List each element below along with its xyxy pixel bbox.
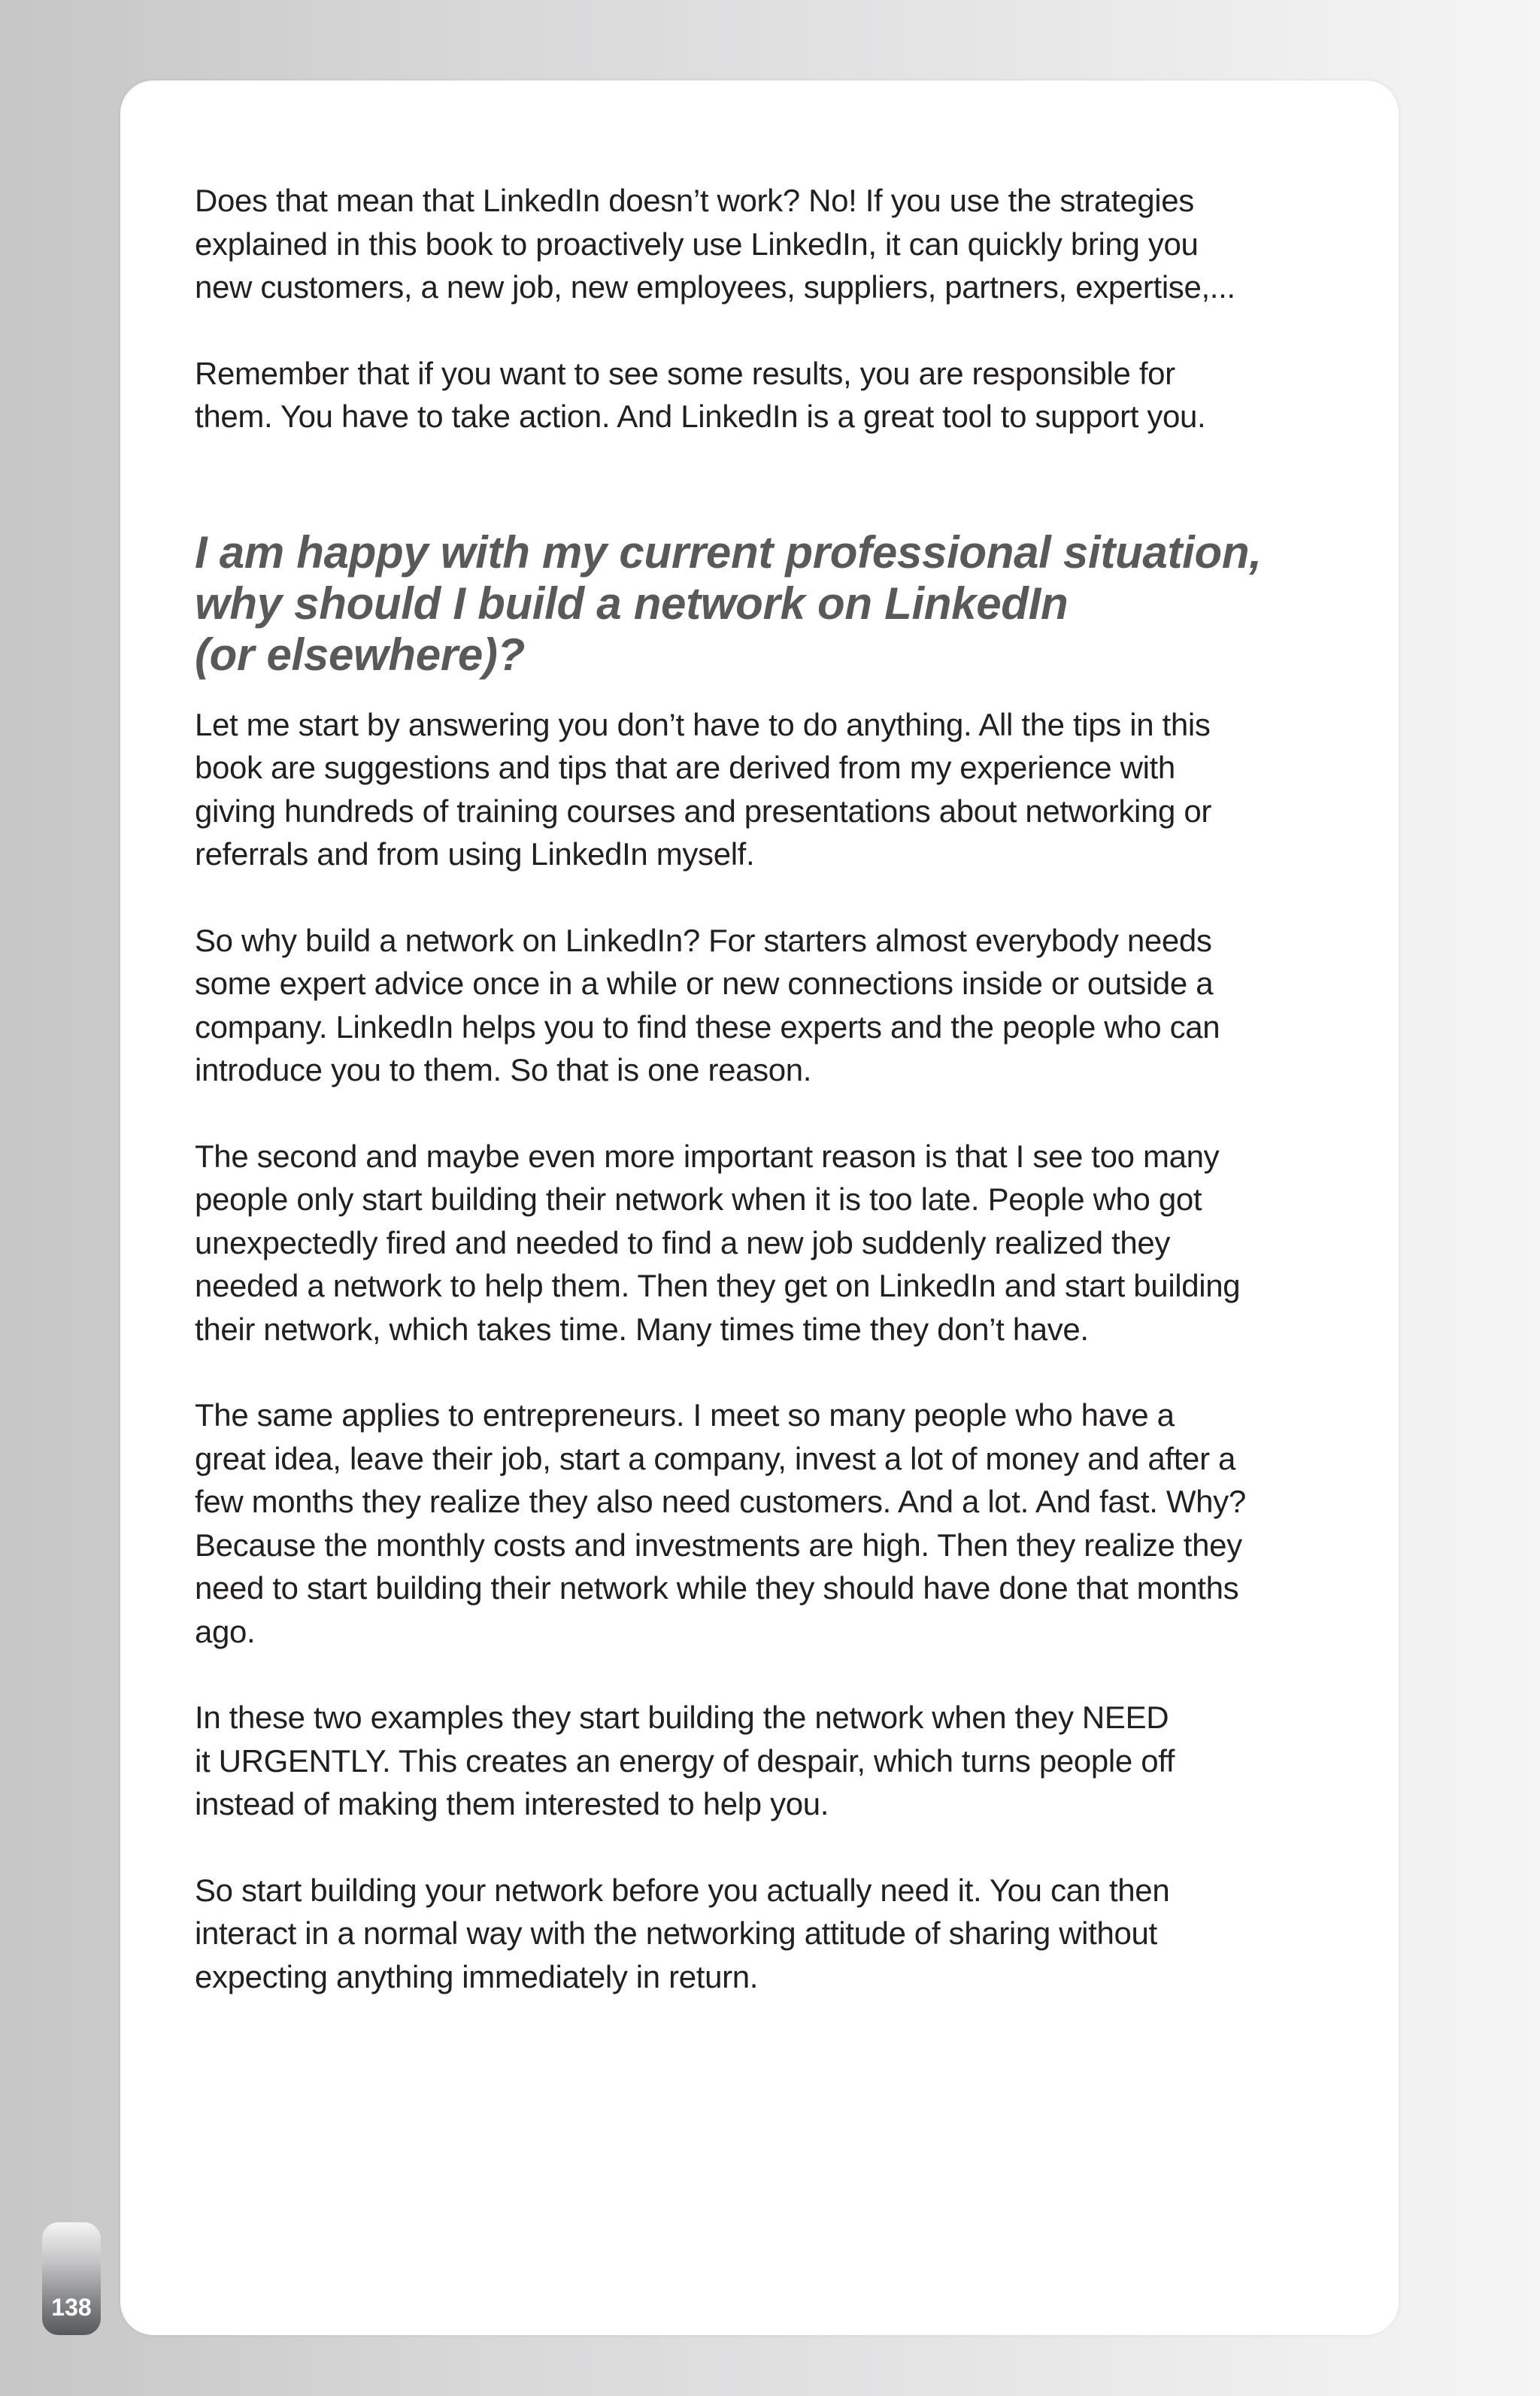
paragraph-take-action: Remember that if you want to see some results, you are responsible for them. You have to take action. And LinkedIn is a great tool to support you. (195, 355, 1206, 434)
paragraph-answer: Let me start by answering you don’t have to do anything. All the tips in this book are suggestions and tips that are derived from my experience with giving hundreds of training courses and presentations about networking or referrals and from using LinkedIn myself. (195, 706, 1211, 872)
page-content (195, 179, 1375, 1998)
paragraph-spacer (195, 1351, 1375, 1394)
paragraph-two-examples: In these two examples they start building the network when they NEED it URGENTLY. This creates an energy of despair, which turns people off instead of making them interested to help you. (195, 1700, 1175, 1821)
paragraph-spacer (195, 1653, 1375, 1696)
paragraph-why-build: So why build a network on LinkedIn? For starters almost everybody needs some expert advice once in a while or new connections inside or outside a company. LinkedIn helps you to find these experts and the people who can introduce you to them. So that is one reason. (195, 922, 1220, 1087)
paragraph-second-reason: The second and maybe even more important reason is that I see too many people only start building their network when it is too late. People who got unexpectedly fired and needed to find a new job suddenly realized they needed a network to help them. Then they get on LinkedIn and start building their network, which takes time. Many times time they don’t have. (195, 1138, 1241, 1347)
paragraph-spacer (195, 309, 1375, 352)
paragraph-spacer (195, 876, 1375, 919)
page-number: 138 (51, 2294, 92, 2321)
section-heading: I am happy with my current professional situation, why should I build a network on LinkedIn (or elsewhere)? (195, 526, 1262, 680)
paragraph-spacer (195, 1092, 1375, 1135)
paragraph-entrepreneurs: The same applies to entrepreneurs. I meet so many people who have a great idea, leave their job, start a company, invest a lot of money and after a few months they realize they also need customers. And a lot. And fast. Why? Because the monthly costs and investments are high. Then they realize they need to start building their network while they should have done that months ago. (195, 1397, 1246, 1649)
paragraph-spacer (195, 1826, 1375, 1869)
paragraph-linkedin-works: Does that mean that LinkedIn doesn’t work? No! If you use the strategies explained in this book to proactively use LinkedIn, it can quickly bring you new customers, a new job, new employees, suppliers, partners, expertise,... (195, 183, 1235, 305)
page-number-tab (42, 2222, 101, 2335)
paragraph-start-building: So start building your network before you actually need it. You can then interact in a normal way with the networking attitude of sharing without expecting anything immediately in return. (195, 1872, 1170, 1994)
